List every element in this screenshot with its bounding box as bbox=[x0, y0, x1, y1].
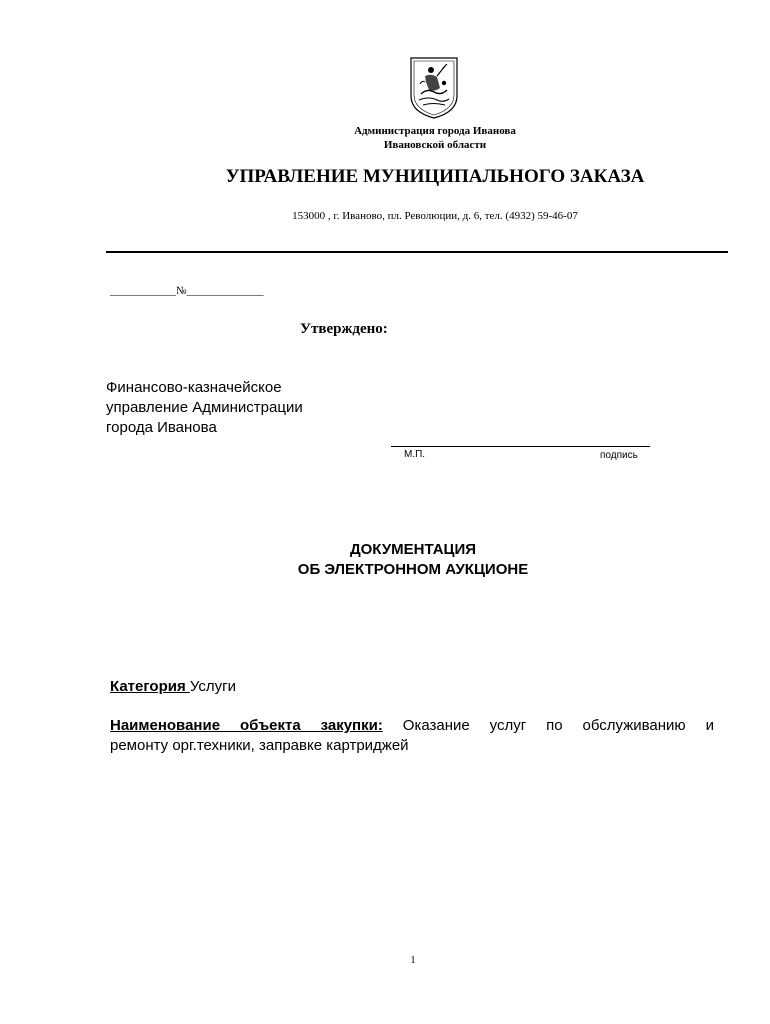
category-label: Категория bbox=[110, 678, 190, 695]
page-number: 1 bbox=[410, 954, 416, 966]
document-subtitle: ОБ ЭЛЕКТРОННОМ АУКЦИОНЕ bbox=[297, 561, 529, 578]
approving-org-line: города Иванова bbox=[106, 419, 217, 436]
approving-org-line: Финансово-казначейское bbox=[106, 379, 282, 396]
approving-organization bbox=[106, 378, 303, 438]
category-value: Услуги bbox=[189, 678, 237, 695]
procurement-object-line bbox=[110, 716, 714, 736]
coat-of-arms-icon bbox=[407, 54, 461, 120]
approving-org-line: управление Администрации bbox=[106, 399, 303, 416]
department-address: 153000 , г. Иваново, пл. Революции, д. 6, тел. (4932) 59-46-07 bbox=[292, 210, 578, 222]
signature-label: подпись bbox=[600, 450, 638, 461]
registration-number-line: ____________№______________ bbox=[110, 285, 264, 297]
document-title: ДОКУМЕНТАЦИЯ bbox=[349, 541, 477, 558]
seal-label: М.П. bbox=[404, 449, 426, 460]
procurement-object-value: Оказание услуг по обслуживанию и bbox=[382, 717, 714, 734]
org-region: Ивановской области bbox=[383, 139, 487, 151]
signature-line bbox=[391, 446, 650, 447]
department-title: УПРАВЛЕНИЕ МУНИЦИПАЛЬНОГО ЗАКАЗА bbox=[225, 166, 645, 187]
procurement-object-field bbox=[110, 716, 714, 756]
org-name: Администрация города Иванова bbox=[354, 125, 516, 137]
header-divider bbox=[106, 251, 728, 253]
approval-label: Утверждено: bbox=[300, 321, 388, 337]
procurement-object-value-cont: ремонту орг.техники, заправке картриджей bbox=[110, 737, 409, 754]
procurement-object-label: Наименование объекта закупки: bbox=[110, 717, 383, 734]
category-field bbox=[110, 678, 236, 695]
